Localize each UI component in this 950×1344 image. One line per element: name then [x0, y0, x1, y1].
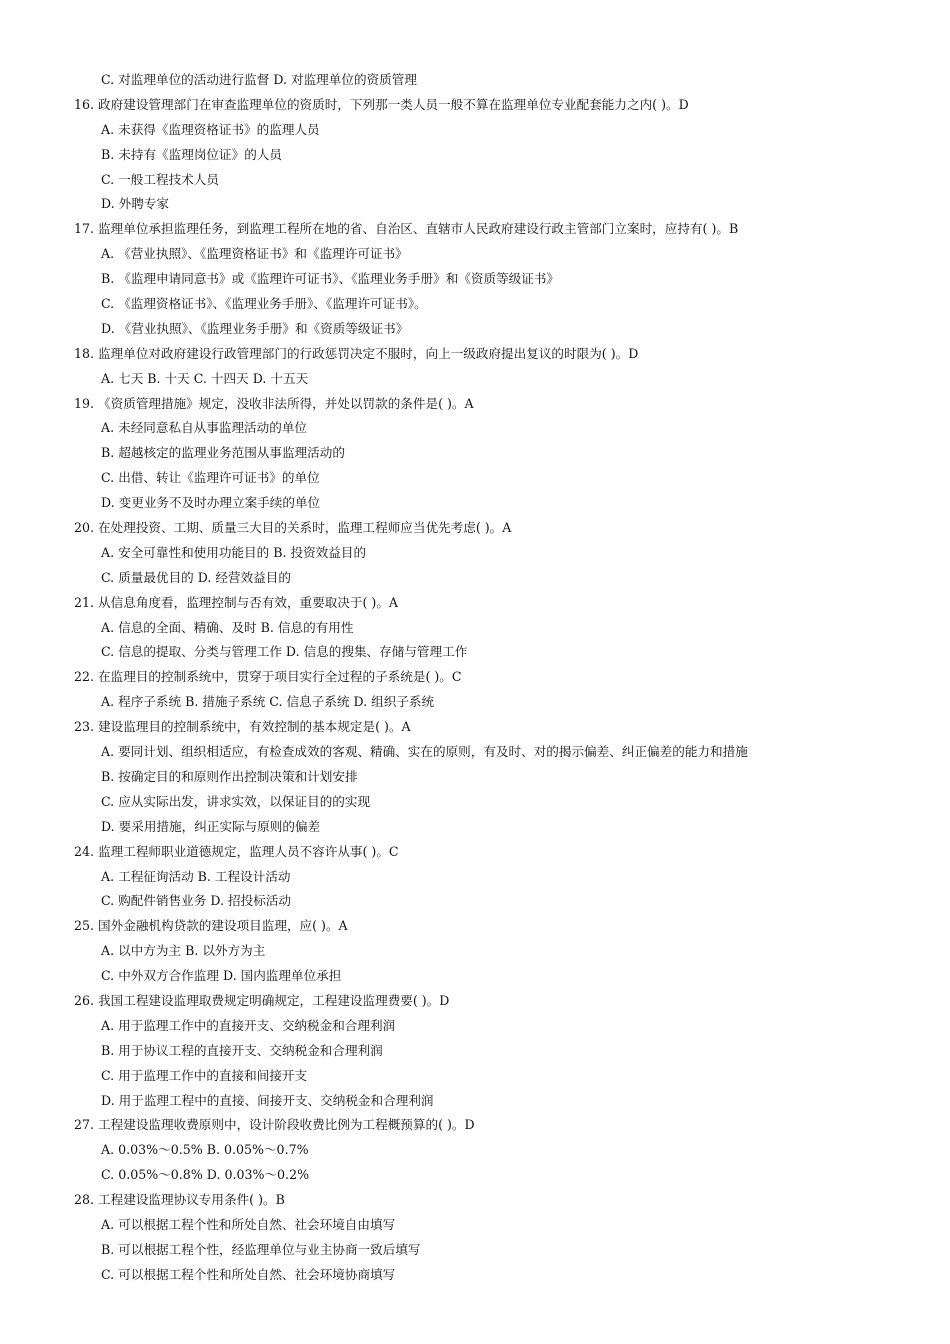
option-line: A. 可以根据工程个性和所处自然、社会环境自由填写: [101, 1216, 396, 1232]
question-line: 16. 政府建设管理部门在审查监理单位的资质时，下列那一类人员一般不算在监理单位专业配套能力之内( )。D: [74, 96, 689, 112]
option-line: B. 《监理申请同意书》或《监理许可证书》、《监理业务手册》和《资质等级证书》: [101, 271, 560, 287]
option-line: C. 0.05%～0.8% D. 0.03%～0.2%: [101, 1167, 310, 1183]
option-line: C. 用于监理工作中的直接和间接开支: [101, 1067, 308, 1083]
option-line: A. 要同计划、组织相适应，有检查成效的客观、精确、实在的原则，有及时、对的揭示偏差、纠正偏差的能力和措施: [101, 744, 748, 760]
question-line: 21. 从信息角度看，监理控制与否有效，重要取决于( )。A: [74, 594, 399, 610]
question-line: 27. 工程建设监理收费原则中，设计阶段收费比例为工程概预算的( )。D: [74, 1117, 475, 1133]
option-line: C. 可以根据工程个性和所处自然、社会环境协商填写: [101, 1266, 396, 1282]
question-line: 28. 工程建设监理协议专用条件( )。B: [74, 1192, 285, 1208]
option-line: B. 未持有《监理岗位证》的人员: [101, 146, 282, 162]
option-line: C. 出借、转让《监理许可证书》的单位: [101, 470, 320, 486]
option-line: A. 《营业执照》、《监理资格证书》和《监理许可证书》: [101, 246, 408, 262]
option-line: A. 未经同意私自从事监理活动的单位: [101, 420, 308, 436]
option-line: C. 应从实际出发，讲求实效，以保证目的的实现: [101, 793, 371, 809]
option-line: B. 可以根据工程个性，经监理单位与业主协商一致后填写: [101, 1241, 421, 1257]
option-line: C. 购配件销售业务 D. 招投标活动: [101, 893, 291, 909]
option-line: D. 要采用措施，纠正实际与原则的偏差: [101, 818, 321, 834]
question-line: 19. 《资质管理措施》规定，没收非法所得，并处以罚款的条件是( )。A: [74, 395, 474, 411]
option-line: A. 0.03%～0.5% B. 0.05%～0.7%: [101, 1142, 309, 1158]
option-line: C. 《监理资格证书》、《监理业务手册》、《监理许可证书》。: [101, 296, 427, 312]
option-line: D. 《营业执照》、《监理业务手册》和《资质等级证书》: [101, 320, 409, 336]
option-line: D. 外聘专家: [101, 196, 170, 212]
option-line: D. 变更业务不及时办理立案手续的单位: [101, 495, 321, 511]
question-line: 26. 我国工程建设监理取费规定明确规定，工程建设监理费要( )。D: [74, 992, 450, 1008]
option-line: A. 七天 B. 十天 C. 十四天 D. 十五天: [101, 370, 309, 386]
option-line: C. 信息的提取、分类与管理工作 D. 信息的搜集、存储与管理工作: [101, 644, 468, 660]
option-line: A. 以中方为主 B. 以外方为主: [101, 943, 266, 959]
question-line: 22. 在监理目的控制系统中，贯穿于项目实行全过程的子系统是( )。C: [74, 669, 462, 685]
question-line: 24. 监理工程师职业道德规定，监理人员不容许从事( )。C: [74, 843, 399, 859]
option-line: A. 工程征询活动 B. 工程设计活动: [101, 868, 291, 884]
option-line: C. 中外双方合作监理 D. 国内监理单位承担: [101, 968, 342, 984]
option-line: C. 对监理单位的活动进行监督 D. 对监理单位的资质管理: [101, 72, 417, 87]
option-line: A. 安全可靠性和使用功能目的 B. 投资效益目的: [101, 544, 367, 560]
option-line: B. 按确定目的和原则作出控制决策和计划安排: [101, 768, 358, 784]
option-line: C. 质量最优目的 D. 经营效益目的: [101, 569, 291, 585]
question-line: 20. 在处理投资、工期、质量三大目的关系时，监理工程师应当优先考虑( )。A: [74, 520, 512, 536]
option-line: A. 用于监理工作中的直接开支、交纳税金和合理利润: [101, 1017, 396, 1033]
option-line: A. 程序子系统 B. 措施子系统 C. 信息子系统 D. 组织子系统: [101, 694, 435, 710]
option-line: B. 用于协议工程的直接开支、交纳税金和合理利润: [101, 1042, 383, 1058]
document-page: [0, 68, 950, 1288]
option-line: B. 超越核定的监理业务范围从事监理活动的: [101, 445, 345, 461]
option-line: C. 一般工程技术人员: [101, 171, 219, 187]
question-line: 17. 监理单位承担监理任务，到监理工程所在地的省、自治区、直辖市人民政府建设行政主管部门立案时，应持有( )。B: [74, 221, 739, 237]
question-line: 25. 国外金融机构贷款的建设项目监理，应( )。A: [74, 918, 348, 934]
question-line: 18. 监理单位对政府建设行政管理部门的行政惩罚决定不服时，向上一级政府提出复议的时限为( )。D: [74, 345, 639, 361]
option-line: A. 未获得《监理资格证书》的监理人员: [101, 121, 320, 137]
option-line: A. 信息的全面、精确、及时 B. 信息的有用性: [101, 619, 354, 635]
question-line: 23. 建设监理目的控制系统中，有效控制的基本规定是( )。A: [74, 719, 411, 735]
option-line: D. 用于监理工程中的直接、间接开支、交纳税金和合理利润: [101, 1092, 434, 1108]
